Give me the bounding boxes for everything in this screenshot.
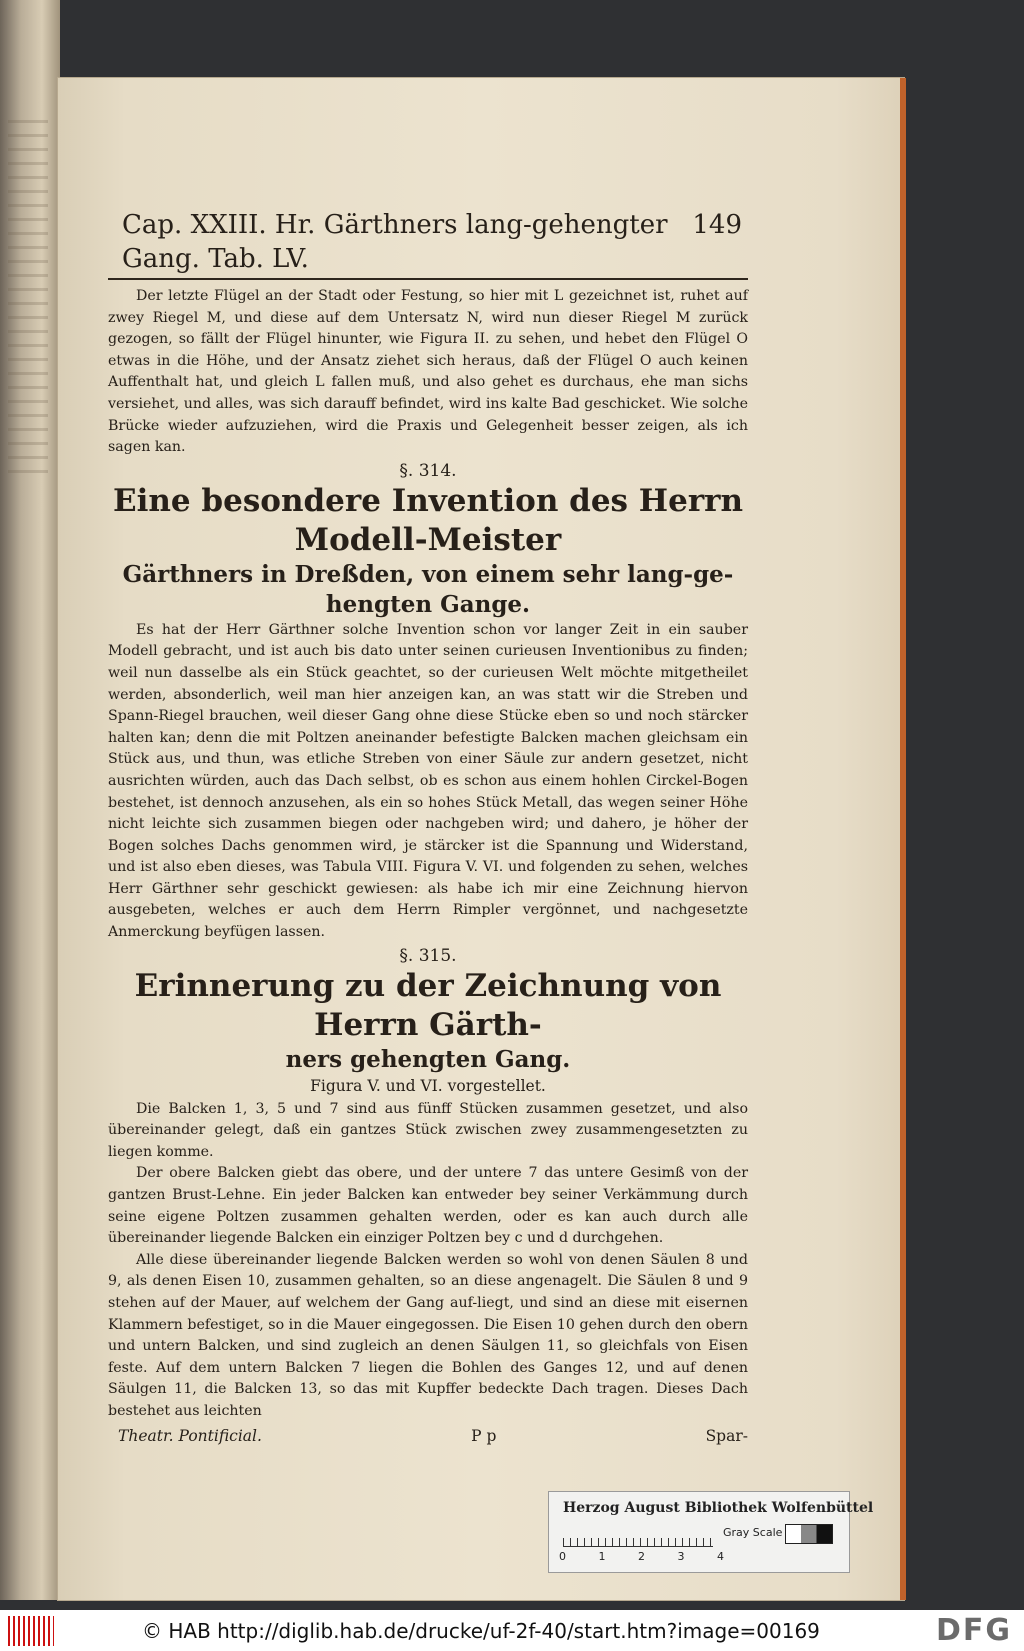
book-left-edge [0,0,60,1600]
section-number-314: §. 314. [399,460,457,481]
scale-ruler [563,1530,713,1547]
dfg-logo: DFG [935,1613,1012,1648]
section-314-title-line-3: hengten Gange. [325,590,531,618]
scale-number: 3 [677,1550,685,1563]
scale-numbers [559,1550,724,1563]
running-title: Cap. XXIII. Hr. Gärthners lang-gehengter Gang. Tab. LV. [122,210,668,274]
page-footer [108,1425,748,1447]
gray-scale-label: Gray Scale [723,1526,783,1539]
page-number: 149 [692,210,742,240]
section-number-315: §. 315. [399,945,457,966]
scale-number: 2 [638,1550,645,1563]
section-314-title-line-2: Gärthners in Dreßden, von einem sehr lang-ge- [122,560,734,588]
paragraph-invention: Es hat der Herr Gärthner solche Invention schon vor langer Zeit in ein sauber Modell gebracht, und ist auch bis dato unter seinen curieusen Inventionibus zu finden; weil nun dasselbe als ein Stück geachtet, so der curieusen Welt möchte mitgetheilet werden, absonderlich, weil man hier anzeigen kan, an was statt wir die Streben und Spann-Riegel brauchen, weil dieser Gang ohne diese Stücke eben so und noch stärcker halten kan; denn die mit Poltzen aneinander befestigte Balcken machen gleichsam ein Stück aus, und thun, was etliche Streben von einer Säule zur andern gesetzet, nicht ausrichten würden, auch das Dach selbst, ob es schon aus einem hohlen Circkel-Bogen bestehet, ist dennoch anzusehen, als ein so hohes Stück Metall, das wegen seiner Höhe nicht leichte sich zusammen biegen oder nachgeben wird; und dahero, je höher der Bogen solches Dachs genommen wird, je stärcker ist die Spannung und Widerstand, und ist also eben dieses, was Tabula VIII. Figura V. VI. und folgenden zu sehen, welches Herr Gärthner sehr geschickt gewiesen: als habe ich mir eine Zeichnung hiervon ausgebeten, welches er auch dem Herrn Rimpler vergönnet, und nachgesetzte Anmerckung beyfügen lassen. [108,621,748,941]
running-header [108,208,748,280]
paragraph-columns: Alle diese übereinander liegende Balcken werden so wohl von denen Säulen 8 und 9, als denen Eisen 10, zusammen gehalten, so an diese angenagelt. Die Säulen 8 und 9 stehen auf der Mauer, auf welchem der Gang auf-liegt, und sind an diese mit eisernen Klammern befestiget, so in die Mauer eingegossen. Die Eisen 10 gehen durch den obern und untern Balcken, und sind zugleich an denen Säulgen 11, so gleichfals von Eisen feste. Auf dem untern Balcken 7 liegen die Bohlen des Ganges 12, und auf denen Säulgen 11, die Balcken 13, so das mit Kupffer bedeckte Dach tragen. Dieses Dach bestehet aus leichten [108,1251,748,1419]
scale-number: 0 [559,1550,566,1563]
barcode-icon [8,1616,54,1646]
library-stamp [548,1491,874,1573]
page-text [108,208,748,1447]
catchword: Spar- [705,1426,748,1445]
paragraph-beams: Die Balcken 1, 3, 5 und 7 sind aus fünff Stücken zusammen gesetzet, und also übereinander gelegt, daß ein gantzes Stück zwischen zwey zusammengesetzten zu liegen komme. [108,1100,748,1160]
signature-title: Theatr. Pontificial. [118,1426,262,1445]
library-name: Herzog August Bibliothek Wolfenbüttel [563,1500,874,1516]
scale-number: 4 [717,1550,724,1563]
page-edge [900,78,906,1600]
paragraph-upper-beam: Der obere Balcken giebt das obere, und der untere 7 das untere Gesimß von der gantzen Brust-Lehne. Ein jeder Balcken kan entweder bey seiner Verkämmung durch seine eigene Poltzen zusammen gehalten werden, oder es kan auch durch alle übereinander liegende Balcken ein einziger Poltzen bey c und d durchgehen. [108,1165,748,1247]
source-link[interactable]: © HAB http://diglib.hab.de/drucke/uf-2f-40/start.htm?image=00169 [142,1618,820,1643]
section-315-title-line-2: ners gehengten Gang. [285,1045,571,1073]
paragraph-bridge: Der letzte Flügel an der Stadt oder Festung, so hier mit L gezeichnet ist, ruhet auf zwey Riegel M, und diese auf dem Untersatz N, wird nun dieser Riegel M zurück gezogen, so fällt der Flügel hinunter, wie Figura II. zu sehen, und hebet den Flügel O etwas in die Höhe, und der Ansatz ziehet sich heraus, daß der Flügel O auch keinen Auffenthalt hat, und gleich L fallen muß, und also gehet es durchaus, ehe man sichs versiehet, und alles, was sich darauff befindet, wird ins kalte Bad geschicket. Wie solche Brücke wieder aufzuziehen, wird die Praxis und Gelegenheit besser zeigen, als ich sagen kan. [108,288,748,456]
signature-mark: P p [471,1426,497,1445]
section-315-title-line-1: Erinnerung zu der Zeichnung von Herrn Gärth- [134,967,722,1043]
section-315-subtitle: Figura V. und VI. vorgestellet. [310,1076,546,1095]
viewer-footer-bar [0,1610,1024,1651]
section-314-title-line-1: Eine besondere Invention des Herrn Modell-Meister [112,482,744,558]
scale-number: 1 [598,1550,606,1563]
gray-scale-swatch [785,1524,833,1544]
